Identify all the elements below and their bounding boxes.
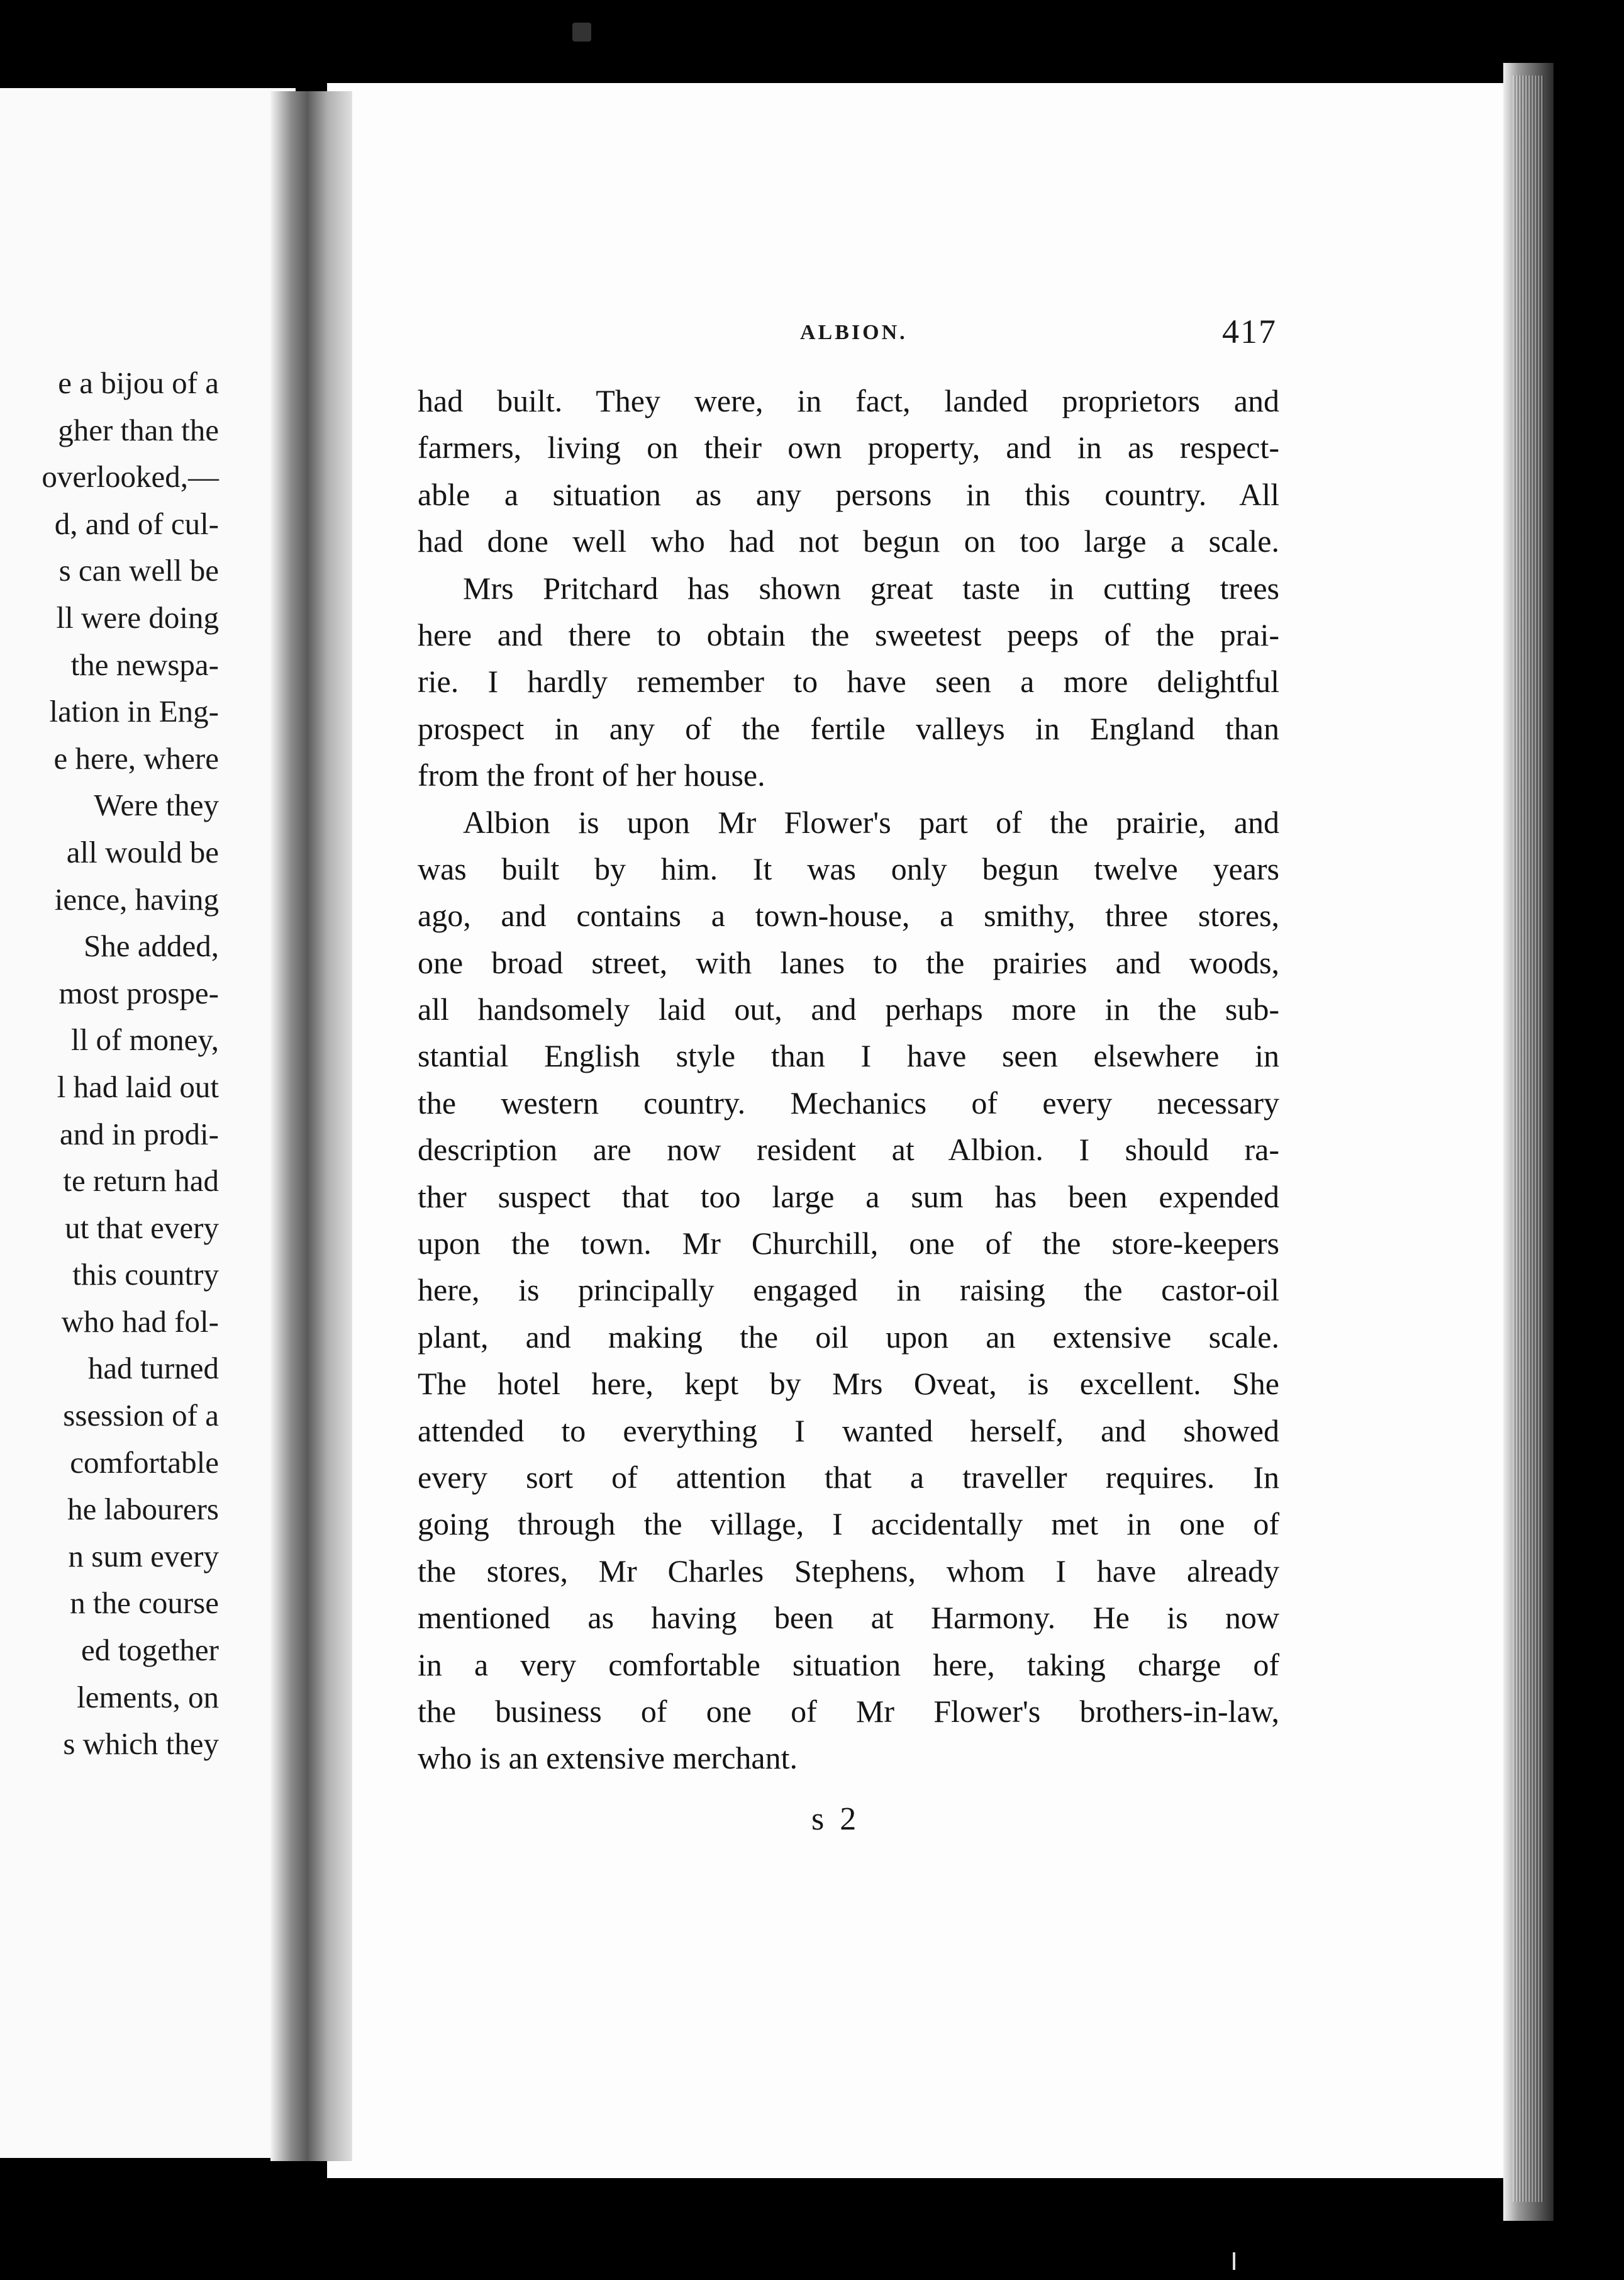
left-page-line: ll were doing [56,600,219,635]
left-page-line: most prospe- [58,975,219,1010]
text-line: the business of one of Mr Flower's brothers-in-law, [418,1693,1279,1729]
text-line: upon the town. Mr Churchill, one of the store-keepers [418,1226,1279,1261]
left-page-line: the newspa- [70,647,219,682]
text-line: had done well who had not begun on too large a scale. [418,523,1279,559]
scan-artifact [572,23,591,42]
left-page-line: She added, [84,929,219,964]
left-page-line: overlooked,— [42,459,219,495]
left-page-line: ut that every [65,1210,219,1245]
text-line: who is an extensive merchant. [418,1740,798,1776]
text-line: ther suspect that too large a sum has been expended [418,1178,1279,1214]
left-page-line: gher than the [58,412,219,447]
left-page-line: lation in Eng- [49,694,219,729]
left-page-line: te return had [63,1163,219,1199]
page-header [415,312,1277,356]
text-line: able a situation as any persons in this country. All [418,476,1279,512]
page-number: 417 [1222,313,1277,350]
text-line: description are now resident at Albion. I should ra- [418,1132,1279,1168]
left-page-line: all would be [66,834,219,869]
signature-mark: s 2 [811,1801,860,1837]
running-head: ALBION. [800,321,908,344]
text-line: going through the village, I accidentally met in one of [418,1506,1279,1542]
left-page-line: s can well be [58,553,219,588]
left-page-line: e a bijou of a [58,366,219,400]
left-page-line: who had fol- [61,1304,219,1339]
left-page-line: this country [72,1257,219,1292]
text-line: one broad street, with lanes to the prairies and woods, [418,944,1279,980]
left-page-line: had turned [87,1351,219,1386]
left-page-line: l had laid out [57,1069,219,1104]
text-line: The hotel here, kept by Mrs Oveat, is excellent. She [418,1366,1279,1402]
left-page-line: e here, where [53,740,219,776]
left-page-line: he labourers [67,1492,219,1527]
text-line: Mrs Pritchard has shown great taste in cutting trees [463,570,1279,606]
text-line: rie. I hardly remember to have seen a more delightful [418,664,1279,700]
text-line: had built. They were, in fact, landed proprietors and [418,383,1279,418]
left-page-line: lements, on [77,1679,219,1714]
text-line: the stores, Mr Charles Stephens, whom I have already [418,1553,1279,1589]
text-line: Albion is upon Mr Flower's part of the prairie, and [463,804,1279,840]
left-page-line: ed together [81,1633,219,1668]
left-page-line: comfortable [70,1445,219,1480]
left-page [0,88,296,2158]
text-line: all handsomely laid out, and perhaps more in the sub- [418,992,1279,1027]
text-line: stantial English style than I have seen elsewhere in [418,1038,1279,1074]
text-line: here, is principally engaged in raising the castor-oil [418,1272,1279,1308]
left-page-line: n the course [70,1585,219,1621]
book-gutter [270,91,352,2161]
left-page-line: ll of money, [71,1022,219,1058]
text-line: the western country. Mechanics of every necessary [418,1085,1279,1120]
left-page-text [0,360,219,1768]
left-page-line: d, and of cul- [54,506,219,541]
text-line: in a very comfortable situation here, taking charge of [418,1646,1279,1682]
text-line: from the front of her house. [418,757,765,793]
left-page-line: ssession of a [63,1398,219,1433]
left-page-line: Were they [94,788,219,823]
left-page-line: and in prodi- [59,1116,219,1151]
text-line: every sort of attention that a traveller requires. In [418,1459,1279,1495]
text-line: was built by him. It was only begun twelve years [418,851,1279,886]
text-line: attended to everything I wanted herself, and showed [418,1412,1279,1448]
page-edge-leaves [1513,75,1544,2202]
left-page-line: n sum every [68,1538,219,1573]
body-text [418,377,1279,1782]
text-line: here and there to obtain the sweetest peeps of the prai- [418,617,1279,652]
text-line: mentioned as having been at Harmony. He is now [418,1600,1279,1636]
text-line: ago, and contains a town-house, a smithy, three stores, [418,898,1279,934]
text-line: farmers, living on their own property, and in as respect- [418,430,1279,466]
left-page-line: s which they [63,1726,219,1762]
text-line: plant, and making the oil upon an extensive scale. [418,1319,1279,1355]
text-line: prospect in any of the fertile valleys in England than [418,710,1279,746]
left-page-line: ience, having [54,881,219,917]
scan-artifact-bottom [1233,2252,1235,2270]
